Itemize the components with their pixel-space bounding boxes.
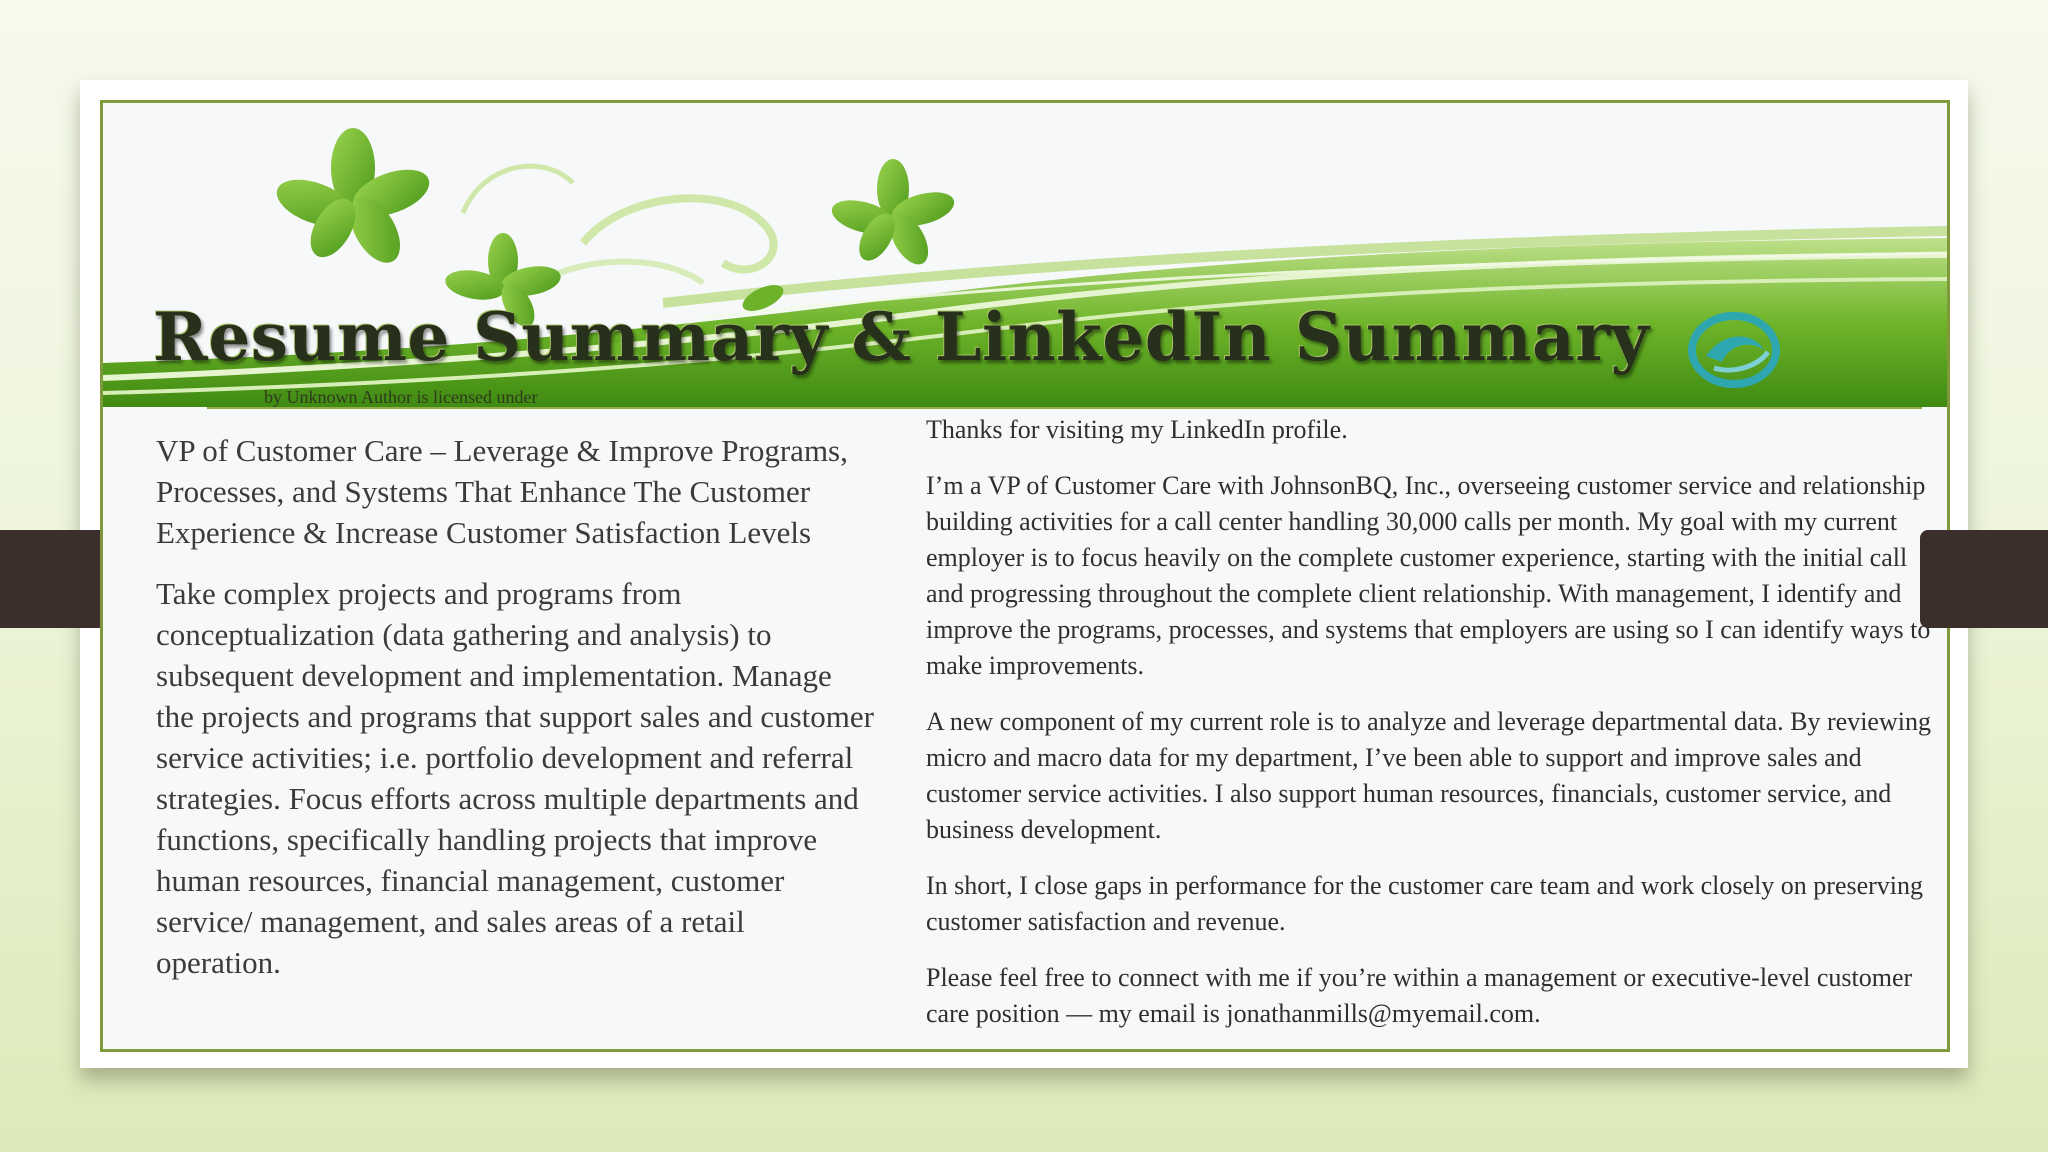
linkedin-paragraph: Please feel free to connect with me if you’re within a management or executive-level customer care position — my email is jonathanmills@myemail.com. <box>926 963 1913 1028</box>
resume-summary-body: Take complex projects and programs from conceptualization (data gathering and analysis) to subsequent development and implementation. Manage the projects and programs that support sales and customer service activities; i.e. portfolio development and referral strategies. Focus efforts across multiple departments and functions, specifically handling projects that improve human resources, financial management, customer service/ management, and sales areas of a retail operation. <box>156 576 874 980</box>
resume-summary-section <box>156 430 876 1003</box>
title-divider <box>207 407 1922 409</box>
linkedin-summary-section <box>926 412 1936 1052</box>
right-binder-tab <box>1920 530 2048 628</box>
linkedin-paragraph: Thanks for visiting my LinkedIn profile. <box>926 415 1348 444</box>
resume-summary-heading: VP of Customer Care – Leverage & Improve Programs, Processes, and Systems That Enhance The Customer Experience & Increase Customer Satisfaction Levels <box>156 433 848 550</box>
swirl-logo-icon <box>1684 310 1784 390</box>
slide-title: Resume Summary & LinkedIn Summary <box>153 298 1650 376</box>
linkedin-paragraph: A new component of my current role is to analyze and leverage departmental data. By reviewing micro and macro data for my department, I’ve been able to support and improve sales and customer service activities. I also support human resources, financials, customer service, and business development. <box>926 707 1931 844</box>
linkedin-paragraph: I’m a VP of Customer Care with JohnsonBQ, Inc., overseeing customer service and relationship building activities for a call center handling 30,000 calls per month. My goal with my current employer is to focus heavily on the complete customer experience, starting with the initial call and progressing throughout the complete client relationship. With management, I identify and improve the programs, processes, and systems that employers are using so I can identify ways to make improvements. <box>926 471 1931 680</box>
linkedin-paragraph: In short, I close gaps in performance for the customer care team and work closely on preserving customer satisfaction and revenue. <box>926 871 1924 936</box>
image-attribution: by Unknown Author is licensed under <box>264 387 538 407</box>
